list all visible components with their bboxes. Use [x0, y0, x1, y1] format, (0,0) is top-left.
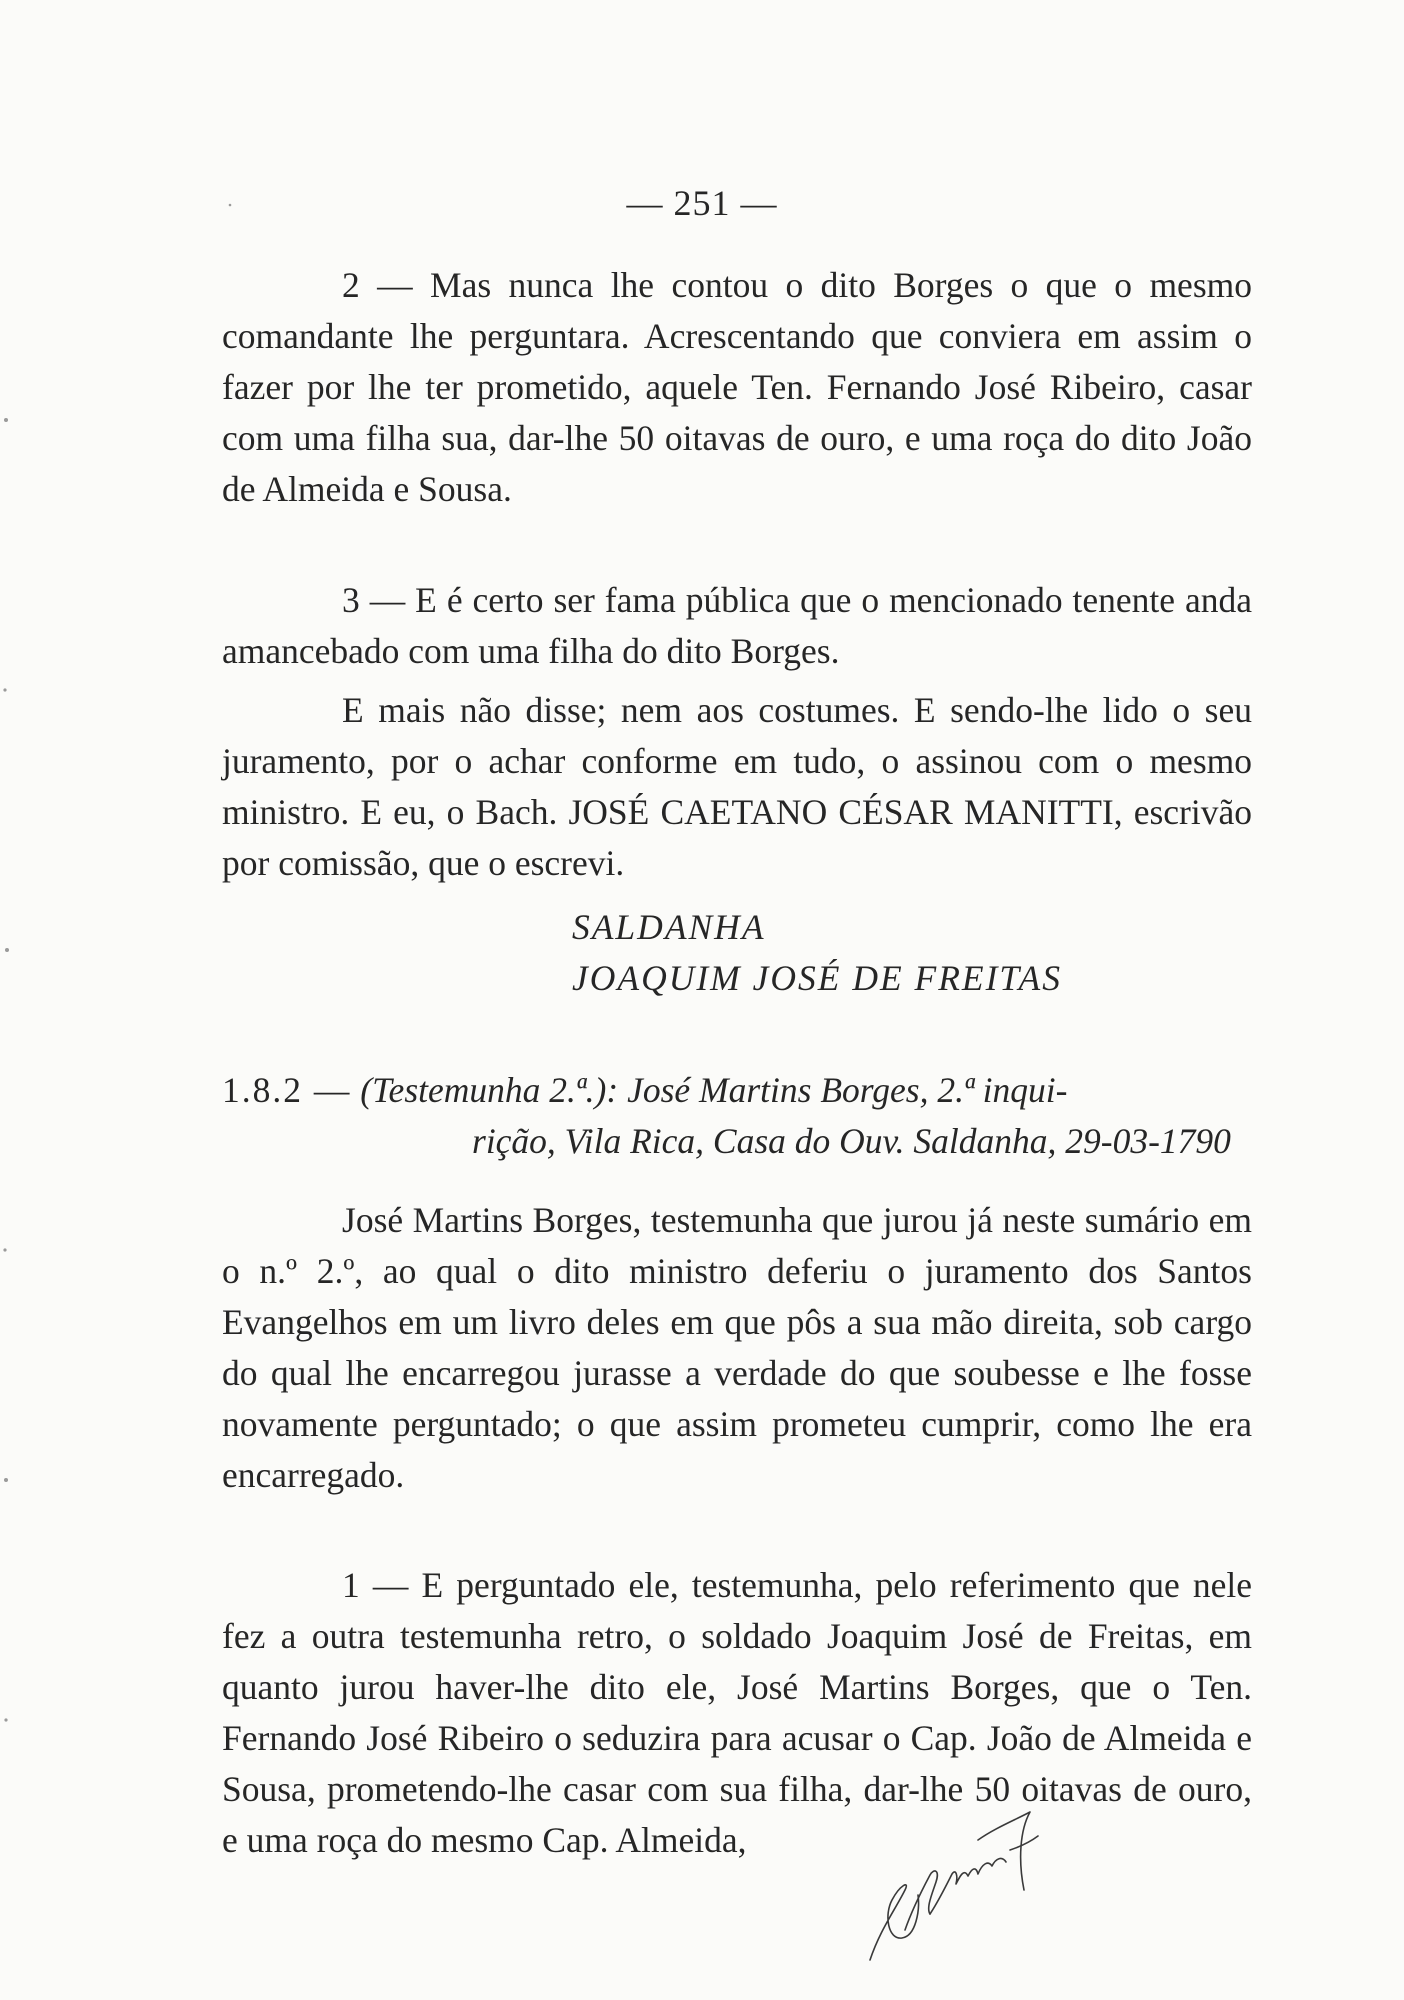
paragraph-2: 3 — E é certo ser fama pública que o mencionado tenente anda amancebado com uma filha do dito Borges. — [222, 580, 1252, 671]
paragraph-3: E mais não disse; nem aos costumes. E sendo-lhe lido o seu juramento, por o achar conforme em tudo, o assinou com o mesmo ministro. E eu, o Bach. JOSÉ CAETANO CÉSAR MANITTI, escrivão por comissão, que o escrevi. — [222, 690, 1252, 883]
paragraph-1: 2 — Mas nunca lhe contou o dito Borges o que o mesmo comandante lhe perguntara. Acrescentando que conviera em assim o fazer por lhe ter prometido, aquele Ten. Fernando José Ribeiro, casar com uma filha sua, dar-lhe 50 oitavas de ouro, e uma roça do dito João de Almeida e Sousa. — [222, 265, 1252, 509]
signature-line-freitas: JOAQUIM JOSÉ DE FREITAS — [572, 958, 1062, 998]
section-number: 1.8.2 — — [222, 1070, 352, 1110]
section-details-first: José Martins Borges, 2.ª inqui- — [627, 1070, 1068, 1110]
section-details-second: rição, Vila Rica, Casa do Ouv. Saldanha, 29-03-1790 — [472, 1121, 1231, 1161]
section-heading — [222, 1065, 1252, 1167]
signature-line-saldanha: SALDANHA — [572, 907, 766, 947]
page-number: — 251 — — [626, 183, 778, 223]
witness-label: (Testemunha 2.ª.): — [360, 1070, 619, 1110]
handwritten-signature-icon — [860, 1790, 1060, 1980]
paragraph-5: 1 — E perguntado ele, testemunha, pelo referimento que nele fez a outra testemunha retro, o soldado Joaquim José de Freitas, em quanto jurou haver-lhe dito ele, José Martins Borges, que o Ten. Fernando José Ribeiro o seduzira para acusar o Cap. João de Almeida e Sousa, prometendo-lhe casar com sua filha, dar-lhe 50 oitavas de ouro, e uma roça do mesmo Cap. Almeida, — [222, 1565, 1252, 1860]
paragraph-4: José Martins Borges, testemunha que jurou já neste sumário em o n.º 2.º, ao qual o dito ministro deferiu o juramento dos Santos Evangelhos em um livro deles em que pôs a sua mão direita, sob cargo do qual lhe encarregou jurasse a verdade do que soubesse e lhe fosse novamente perguntado; o que assim prometeu cumprir, como lhe era encarregado. — [222, 1200, 1252, 1495]
